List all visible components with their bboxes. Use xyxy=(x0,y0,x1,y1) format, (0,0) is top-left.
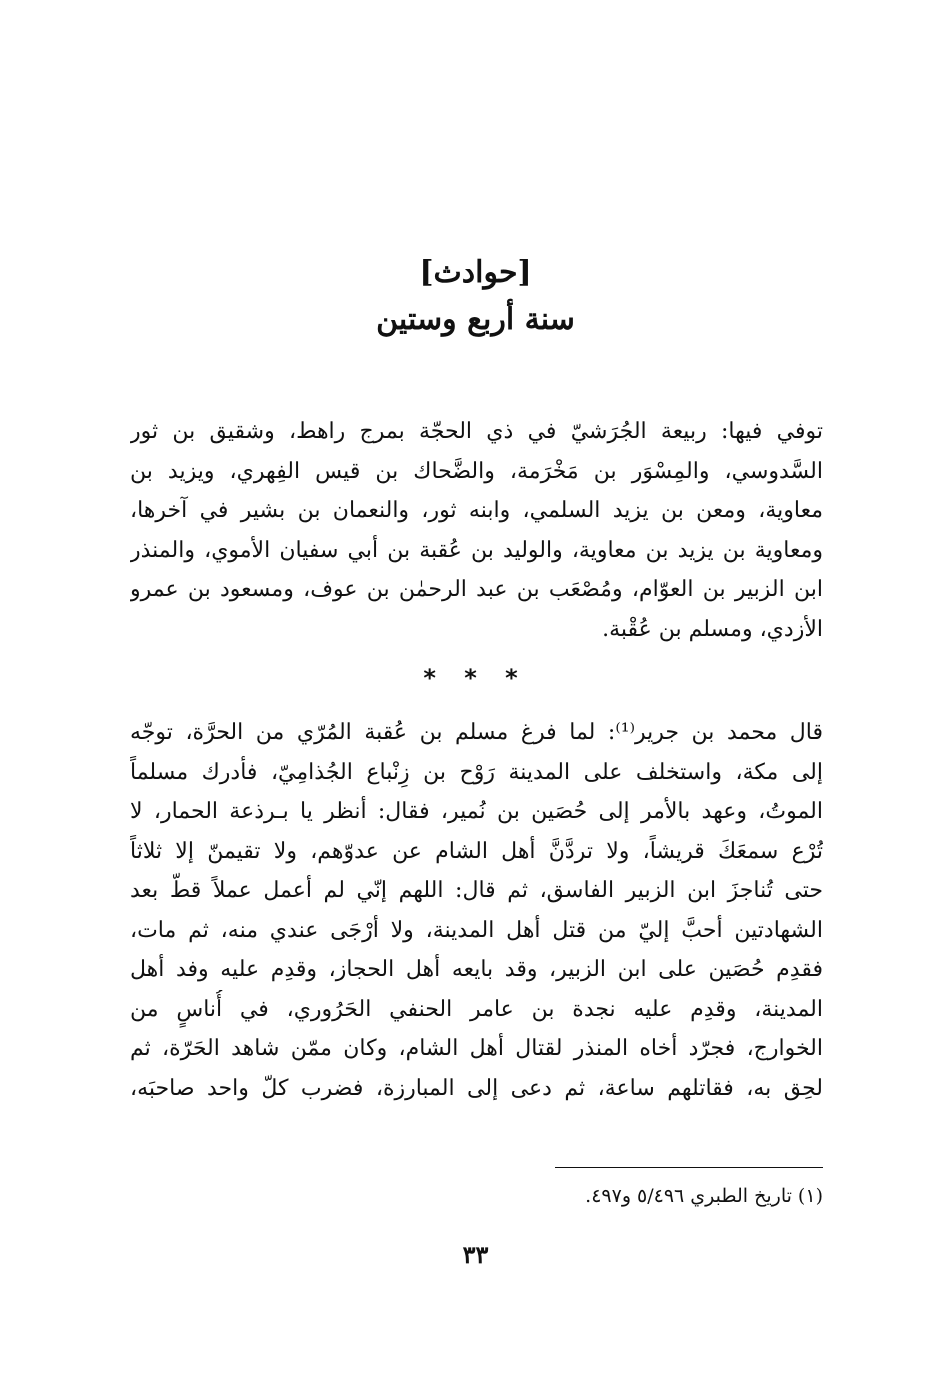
text-line: المدينة، وقدِم عليه نجدة بن عامر الحنفي الحَرُوري، في أُناسٍ من xyxy=(130,996,823,1022)
text-line: حتى تُناجزَ ابن الزبير الفاسق، ثم قال: اللهم إنّي لم أعمل عملاً قطّ بعد xyxy=(130,878,823,903)
footnote: (١) تاريخ الطبري ٥/٤٩٦ و٤٩٧. xyxy=(585,1185,823,1207)
footnote-divider xyxy=(555,1167,823,1168)
text-line: السَّدوسي، والمِسْوَر بن مَخْرَمة، والضَّحاك بن قيس الفِهري، ويزيد بن xyxy=(130,458,823,484)
text-line: لحِق به، فقاتلهم ساعة، ثم دعى إلى المبارزة، فضرب كلّ واحد صاحبَه، xyxy=(130,1075,823,1101)
text-line: ومعاوية بن يزيد بن معاوية، والوليد بن عُقبة بن أبي سفيان الأموي، والمنذر xyxy=(130,537,823,563)
text-line: الخوارج، فجرّد أخاه المنذر لقتال أهل الشام، وكان ممّن شاهد الحَرّة، ثم xyxy=(130,1036,823,1061)
text-line: فقدِم حُصَين على ابن الزبير، وقد بايعه أهل الحجاز، وقدِم عليه وفد أهل xyxy=(130,957,823,982)
text-line: إلى مكة، واستخلف على المدينة رَوْح بن زِنْباع الجُذامِيّ، فأدرك مسلماً xyxy=(130,759,823,785)
text-line: توفي فيها: ربيعة الجُرَشيّ في ذي الحجّة بمرج راهط، وشقيق بن ثور xyxy=(130,419,823,444)
text-line: الأزدي، ومسلم بن عُقْبة. xyxy=(602,616,823,642)
death-list-paragraph xyxy=(130,412,823,649)
page-number: ٣٣ xyxy=(462,1240,489,1269)
text-line: الموتُ، وعهد بالأمر إلى حُصَين بن نُمير، فقال: أنظر يا بـرذعة الحمار، لا xyxy=(130,799,823,824)
text-line: معاوية، ومعن بن يزيد السلمي، وابنه ثور، والنعمان بن بشير في آخرها، xyxy=(130,498,823,523)
text-line: الشهادتين أحبَّ إليّ من قتل أهل المدينة، ولا أرْجَى عندي منه، ثم مات، xyxy=(130,917,823,943)
asterism-separator: * * * xyxy=(423,664,528,692)
text-line: تُرْع سمعَكَ قريشاً، ولا تردَّنَّ أهل الشام عن عدوّهم، ولا تقيمنّ إلا ثلاثاً xyxy=(130,838,823,864)
narrative-paragraph xyxy=(130,713,823,1108)
text-line: قال محمد بن جرير⁽¹⁾: لما فرغ مسلم بن عُقبة المُرّي من الحرَّة، توجّه xyxy=(130,720,823,745)
year-heading: سنة أربع وستين xyxy=(376,302,575,337)
section-heading: [حوادث] xyxy=(419,255,532,290)
text-line: ابن الزبير بن العوّام، ومُصْعَب بن عبد الرحمٰن بن عوف، ومسعود بن عمرو xyxy=(130,577,823,602)
